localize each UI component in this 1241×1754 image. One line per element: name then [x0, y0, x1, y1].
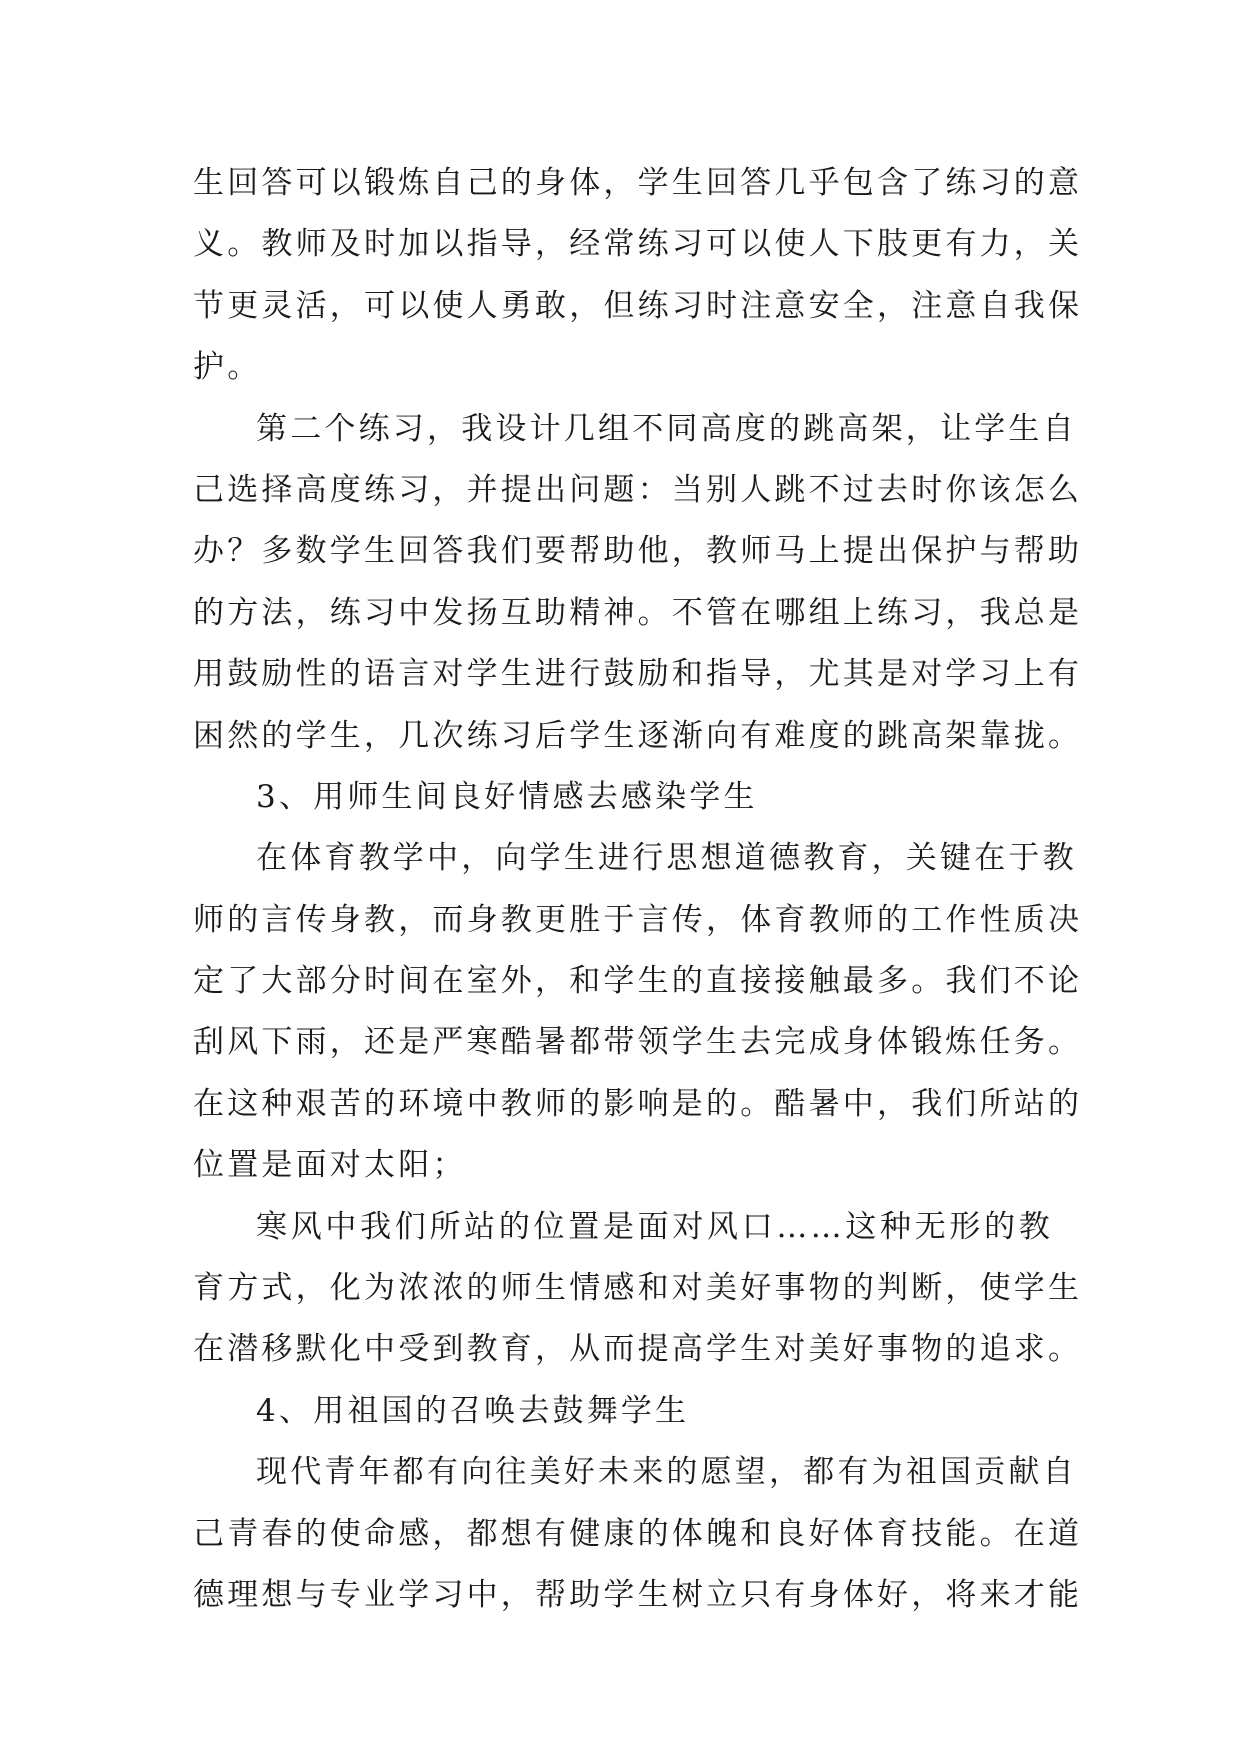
- text-line: 定了大部分时间在室外，和学生的直接接触最多。我们不论: [193, 963, 1083, 1000]
- text-line: 刮风下雨，还是严寒酷暑都带领学生去完成身体锻炼任务。: [193, 1024, 1083, 1061]
- text-line: 节更灵活，可以使人勇敢，但练习时注意安全，注意自我保: [193, 287, 1083, 324]
- text-line: 护。: [193, 349, 262, 386]
- text-line: 师的言传身教，而身教更胜于言传，体育教师的工作性质决: [193, 901, 1083, 938]
- text-line: 在这种艰苦的环境中教师的影响是的。酷暑中，我们所站的: [193, 1085, 1083, 1122]
- text-line: 用鼓励性的语言对学生进行鼓励和指导，尤其是对学习上有: [193, 656, 1083, 693]
- text-line: 己青春的使命感，都想有健康的体魄和良好体育技能。在道: [193, 1515, 1083, 1552]
- text-line: 办？多数学生回答我们要帮助他，教师马上提出保护与帮助: [193, 533, 1083, 570]
- text-line: 义。教师及时加以指导，经常练习可以使人下肢更有力，关: [193, 226, 1083, 263]
- text-line: 现代青年都有向往美好未来的愿望，都有为祖国贡献自: [256, 1454, 1077, 1491]
- text-line: 育方式，化为浓浓的师生情感和对美好事物的判断，使学生: [193, 1270, 1083, 1307]
- text-line: 位置是面对太阳；: [193, 1147, 467, 1184]
- text-line: 己选择高度练习，并提出问题：当别人跳不过去时你该怎么: [193, 471, 1083, 508]
- text-line: 的方法，练习中发扬互助精神。不管在哪组上练习，我总是: [193, 594, 1083, 631]
- text-line: 德理想与专业学习中，帮助学生树立只有身体好，将来才能: [193, 1576, 1083, 1613]
- text-line: 第二个练习，我设计几组不同高度的跳高架，让学生自: [256, 410, 1077, 447]
- section-heading: 4、用祖国的召唤去鼓舞学生: [256, 1392, 690, 1429]
- text-line: 寒风中我们所站的位置是面对风口……这种无形的教: [256, 1208, 1053, 1245]
- text-line: 在体育教学中，向学生进行思想道德教育，关键在于教: [256, 840, 1077, 877]
- text-line: 在潜移默化中受到教育，从而提高学生对美好事物的追求。: [193, 1331, 1083, 1368]
- text-line: 困然的学生，几次练习后学生逐渐向有难度的跳高架靠拢。: [193, 717, 1083, 754]
- section-heading: 3、用师生间良好情感去感染学生: [256, 778, 758, 815]
- text-line: 生回答可以锻炼自己的身体，学生回答几乎包含了练习的意: [193, 165, 1083, 201]
- document-body: [193, 153, 1083, 1626]
